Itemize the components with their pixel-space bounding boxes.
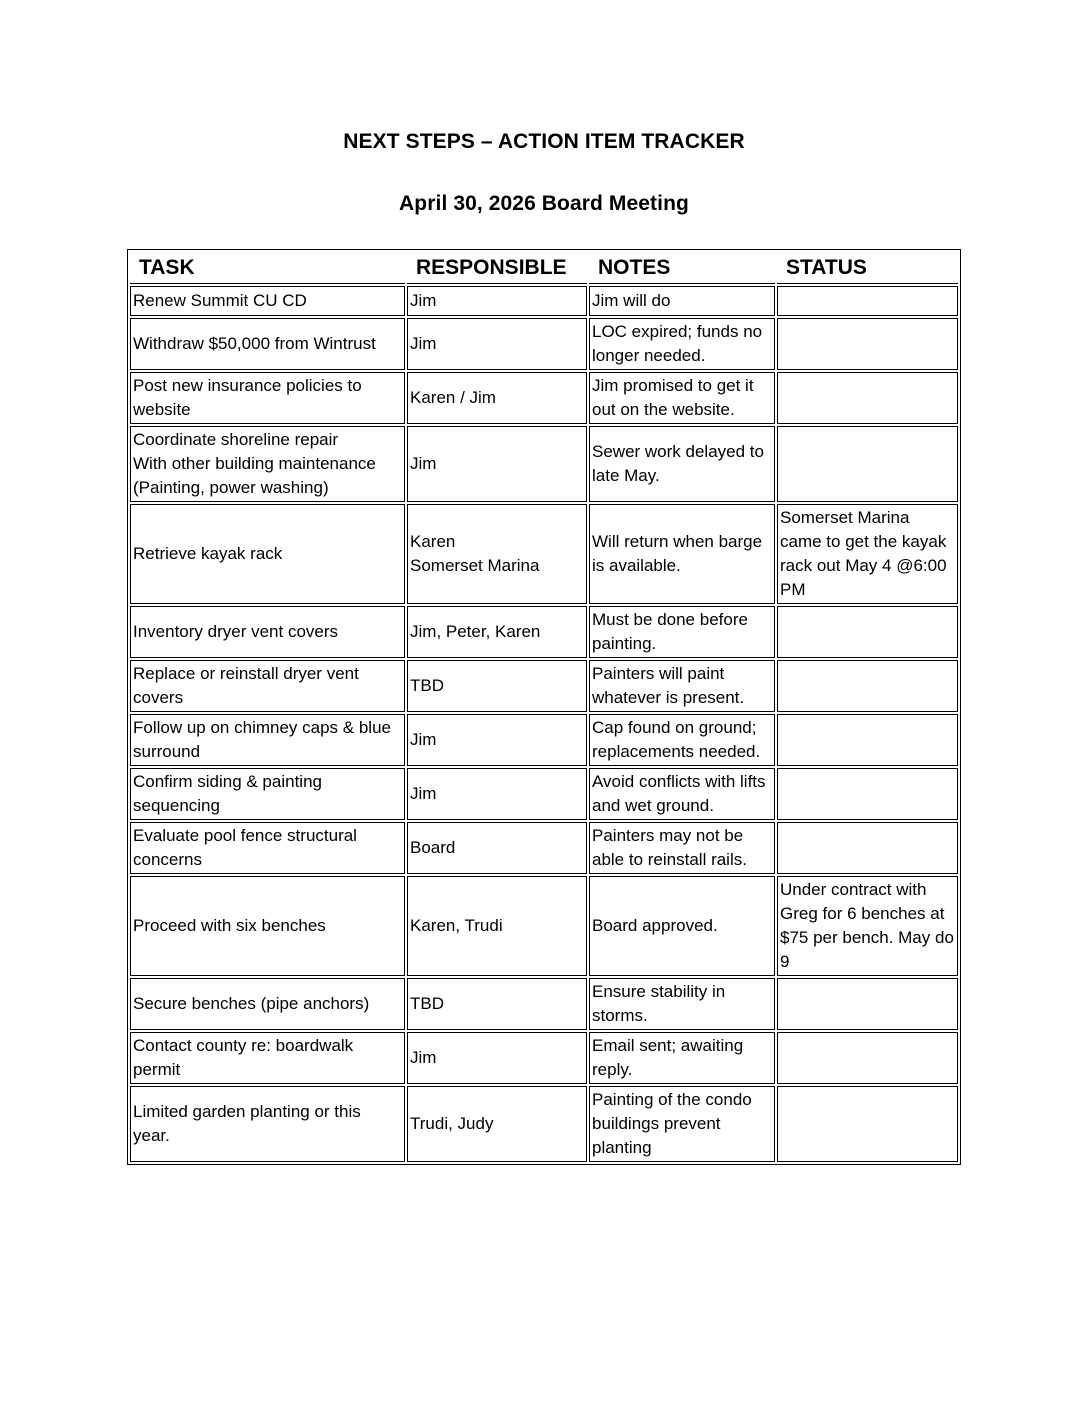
cell-status [777,372,958,424]
cell-notes: Avoid conflicts with lifts and wet ground. [589,768,775,820]
cell-task: Replace or reinstall dryer vent covers [130,660,405,712]
cell-notes: Jim promised to get it out on the website. [589,372,775,424]
cell-notes: Jim will do [589,286,775,316]
cell-responsible: Jim [407,426,587,502]
cell-notes: Will return when barge is available. [589,504,775,604]
cell-status [777,606,958,658]
cell-notes: Painting of the condo buildings prevent planting [589,1086,775,1162]
cell-responsible: Trudi, Judy [407,1086,587,1162]
cell-notes: Board approved. [589,876,775,976]
cell-notes: Email sent; awaiting reply. [589,1032,775,1084]
cell-task: Limited garden planting or this year. [130,1086,405,1162]
cell-status [777,822,958,874]
column-header-notes: NOTES [589,252,775,284]
table-body [130,286,958,1162]
cell-status [777,318,958,370]
cell-status [777,286,958,316]
cell-responsible: Karen, Trudi [407,876,587,976]
cell-notes: Painters may not be able to reinstall rails. [589,822,775,874]
column-header-status: STATUS [777,252,958,284]
page-title: NEXT STEPS – ACTION ITEM TRACKER [343,130,745,153]
cell-responsible: Board [407,822,587,874]
cell-task: Confirm siding & painting sequencing [130,768,405,820]
cell-notes: Ensure stability in storms. [589,978,775,1030]
cell-notes: Sewer work delayed to late May. [589,426,775,502]
cell-status [777,660,958,712]
cell-task: Secure benches (pipe anchors) [130,978,405,1030]
cell-responsible: Jim [407,286,587,316]
table-row [130,504,958,604]
cell-responsible: Karen Somerset Marina [407,504,587,604]
cell-notes: Cap found on ground; replacements needed. [589,714,775,766]
cell-responsible: TBD [407,978,587,1030]
cell-notes: LOC expired; funds no longer needed. [589,318,775,370]
cell-responsible: Jim [407,714,587,766]
table-row [130,606,958,658]
table-row [130,822,958,874]
column-header-responsible: RESPONSIBLE [407,252,587,284]
table-row [130,768,958,820]
table-header-row [130,252,958,284]
cell-status [777,714,958,766]
table-row [130,714,958,766]
cell-responsible: Jim [407,768,587,820]
cell-task: Evaluate pool fence structural concerns [130,822,405,874]
cell-status [777,978,958,1030]
cell-status [777,1086,958,1162]
page-subtitle: April 30, 2026 Board Meeting [399,192,689,215]
cell-status: Under contract with Greg for 6 benches at $75 per bench. May do 9 [777,876,958,976]
table-row [130,978,958,1030]
cell-notes: Must be done before painting. [589,606,775,658]
table-row [130,426,958,502]
column-header-task: TASK [130,252,405,284]
cell-task: Retrieve kayak rack [130,504,405,604]
table-row [130,372,958,424]
cell-task: Contact county re: boardwalk permit [130,1032,405,1084]
cell-status [777,768,958,820]
cell-task: Follow up on chimney caps & blue surround [130,714,405,766]
cell-responsible: Jim, Peter, Karen [407,606,587,658]
cell-status [777,1032,958,1084]
cell-responsible: Jim [407,1032,587,1084]
cell-status: Somerset Marina came to get the kayak rack out May 4 @6:00 PM [777,504,958,604]
table-row [130,318,958,370]
table-row [130,660,958,712]
cell-task: Inventory dryer vent covers [130,606,405,658]
cell-task: Renew Summit CU CD [130,286,405,316]
cell-task: Withdraw $50,000 from Wintrust [130,318,405,370]
action-item-table [127,249,961,1165]
table-row [130,286,958,316]
cell-task: Coordinate shoreline repair With other building maintenance (Painting, power washing) [130,426,405,502]
cell-status [777,426,958,502]
cell-task: Proceed with six benches [130,876,405,976]
cell-responsible: Jim [407,318,587,370]
table-row [130,1086,958,1162]
table-row [130,876,958,976]
cell-task: Post new insurance policies to website [130,372,405,424]
table-row [130,1032,958,1084]
cell-responsible: TBD [407,660,587,712]
cell-responsible: Karen / Jim [407,372,587,424]
cell-notes: Painters will paint whatever is present. [589,660,775,712]
